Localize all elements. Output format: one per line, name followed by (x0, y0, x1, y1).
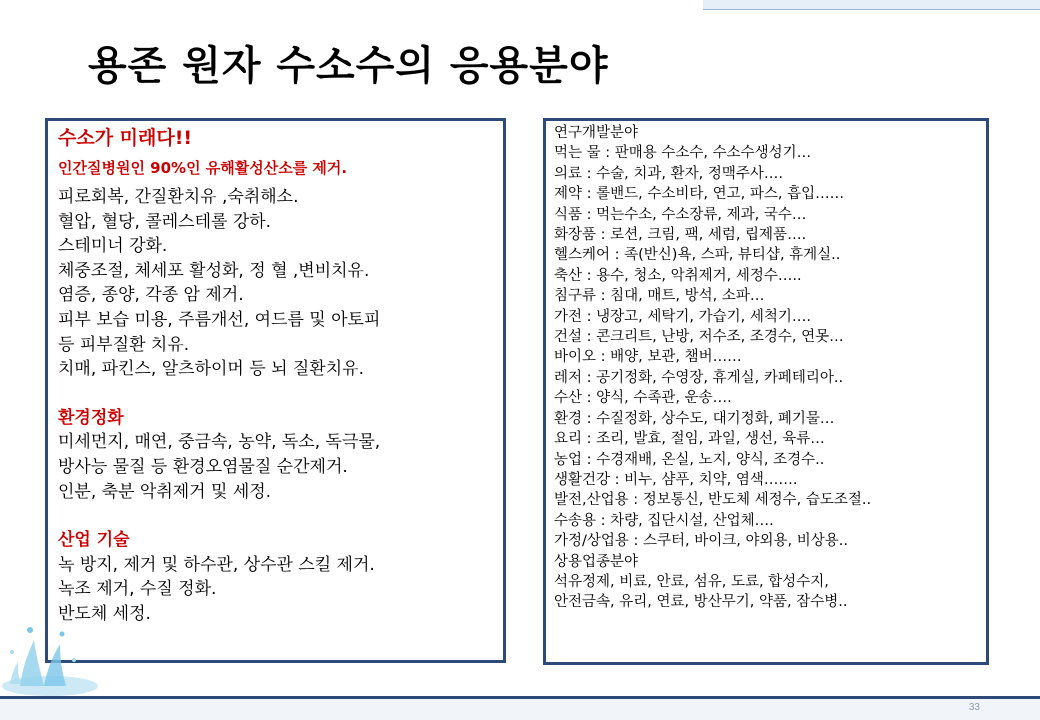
list-item: 침구류 : 침대, 매트, 방석, 소파… (554, 288, 765, 305)
list-item: 의료 : 수술, 치과, 환자, 정맥주사…. (554, 165, 783, 182)
list-item: 바이오 : 배양, 보관, 챔버…… (554, 349, 742, 366)
list-item: 상용업종분야 (554, 553, 639, 570)
list-item: 생활건강 : 비누, 샴푸, 치약, 염색……. (554, 471, 798, 488)
list-item: 스테미너 강화. (58, 236, 168, 257)
water-splash-icon (0, 600, 110, 700)
list-item: 발전,산업용 : 정보통신, 반도체 세정수, 습도조절.. (554, 492, 872, 509)
list-item: 축산 : 용수, 청소, 악취제거, 세정수….. (554, 267, 802, 284)
list-item: 가전 : 냉장고, 세탁기, 가습기, 세척기…. (554, 308, 811, 325)
list-item: 수산 : 양식, 수족관, 운송…. (554, 390, 732, 407)
page-title: 용존 원자 수소수의 응용분야 (88, 43, 609, 89)
heading-environment: 환경정화 (58, 407, 124, 428)
benefits-box (45, 118, 506, 663)
list-item: 헬스케어 : 족(반신)욕, 스파, 뷰티샵, 휴게실.. (554, 247, 841, 264)
list-item: 등 피부질환 치유. (58, 334, 190, 355)
list-item: 레저 : 공기정화, 수영장, 휴게실, 카페테리아.. (554, 369, 844, 386)
heading-hydrogen-future: 수소가 미래다!! (58, 127, 193, 149)
footer-band (0, 699, 1040, 720)
list-item: 피로회복, 간질환치유 ,숙취해소. (58, 187, 299, 207)
applications-box (543, 118, 989, 665)
list-item: 방사능 물질 등 환경오염물질 순간제거. (58, 456, 348, 477)
list-item: 미세먼지, 매연, 중금속, 농약, 독소, 독극물, (58, 432, 381, 453)
list-item: 안전금속, 유리, 연료, 방산무기, 약품, 잠수병.. (554, 594, 848, 611)
list-item: 체중조절, 체세포 활성화, 정 혈 ,변비치유. (58, 260, 370, 281)
list-item: 치매, 파킨스, 알츠하이머 등 뇌 질환치유. (58, 359, 364, 380)
list-item: 환경 : 수질정화, 상수도, 대기정화, 폐기물… (554, 410, 835, 427)
list-item: 건설 : 콘크리트, 난방, 저수조, 조경수, 연못… (554, 329, 844, 346)
list-item: 수송용 : 차량, 집단시설, 산업체…. (554, 512, 774, 529)
list-item: 염증, 종양, 각종 암 제거. (58, 285, 244, 306)
list-item: 연구개발분야 (554, 125, 639, 141)
list-item: 식품 : 먹는수소, 수소장류, 제과, 국수… (554, 206, 807, 223)
list-item: 요리 : 조리, 발효, 절임, 과일, 생선, 육류… (554, 431, 825, 448)
subheading-free-radicals: 인간질병원인 90%인 유해활성산소를 제거. (58, 159, 348, 177)
page-number: 33 (968, 702, 980, 713)
list-item: 농업 : 수경재배, 온실, 노지, 양식, 조경수.. (554, 451, 825, 468)
top-accent-bar (703, 0, 1040, 10)
list-item: 가정/상업용 : 스쿠터, 바이크, 야외용, 비상용.. (554, 533, 848, 550)
list-item: 녹조 제거, 수질 정화. (58, 579, 217, 600)
list-item: 혈압, 혈당, 콜레스테롤 강하. (58, 211, 272, 232)
list-item: 인분, 축분 악취제거 및 세정. (58, 481, 272, 502)
list-item: 석유정제, 비료, 안료, 섬유, 도료, 합성수지, (554, 573, 829, 590)
list-item: 반도체 세정. (58, 603, 151, 624)
list-item: 피부 보습 미용, 주름개선, 여드름 및 아토피 (58, 309, 381, 330)
list-item: 화장품 : 로션, 크림, 팩, 세럼, 립제품…. (554, 227, 807, 244)
list-item: 제약 : 롤밴드, 수소비타, 연고, 파스, 흡입…… (554, 186, 845, 203)
list-item: 녹 방지, 제거 및 하수관, 상수관 스킬 제거. (58, 554, 375, 575)
list-item: 먹는 물 : 판매용 수소수, 수소수생성기… (554, 145, 812, 162)
heading-industry: 산업 기술 (58, 530, 130, 551)
